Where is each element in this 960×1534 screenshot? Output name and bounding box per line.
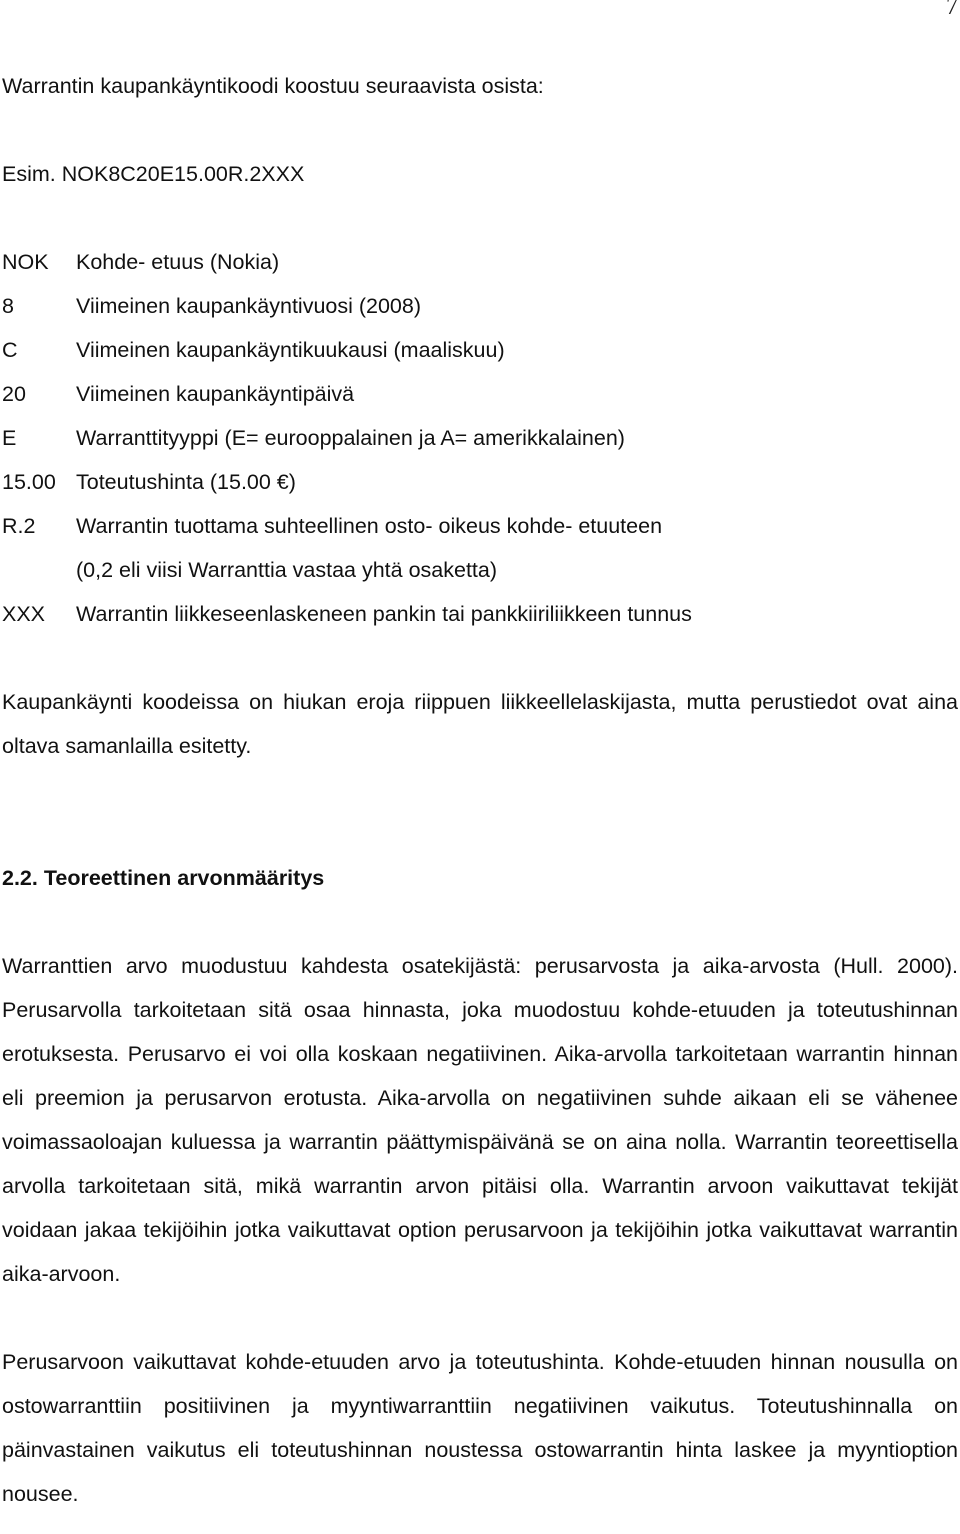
code-part-description: Viimeinen kaupankäyntipäivä xyxy=(76,382,355,406)
code-part-key: E xyxy=(2,426,17,450)
code-part-key: R.2 xyxy=(2,514,36,538)
code-part-key: NOK xyxy=(2,250,49,274)
code-part-description-block xyxy=(76,504,958,592)
code-part-key: XXX xyxy=(2,602,46,626)
code-part-row xyxy=(2,372,958,416)
code-part-description: Warrantin tuottama suhteellinen osto- oikeus kohde- etuuteen xyxy=(76,514,663,538)
code-parts-list xyxy=(2,240,958,636)
code-part-row xyxy=(2,416,958,460)
code-part-row xyxy=(2,328,958,372)
code-part-key: 8 xyxy=(2,294,14,318)
code-part-key: 15.00 xyxy=(2,470,56,494)
section-heading: 2.2. Teoreettinen arvonmääritys xyxy=(2,866,325,890)
paragraph-theoretical-value: Warranttien arvo muodustuu kahdesta osatekijästä: perusarvosta ja aika-arvosta (Hull. 2000). Perusarvolla tarkoitetaan sitä osaa hinnasta, joka muodostuu kohde-etuuden ja toteutushinnan erotuksesta. Perusarvo ei voi olla koskaan negatiivinen. Aika-arvolla tarkoitetaan warrantin hinnan eli preemion ja perusarvon erotusta. Aika-arvolla on negatiivinen suhde aikaan eli se vähenee voimassaoloajan kuluessa ja warrantin päättymispäivänä se on aina nolla. Warrantin teoreettisella arvolla tarkoitetaan sitä, mikä warrantin arvon pitäisi olla. Warrantin arvoon vaikuttavat tekijät voidaan jakaa tekijöihin jotka vaikuttavat option perusarvoon ja tekijöihin jotka vaikuttavat warrantin aika-arvoon. xyxy=(2,954,958,1286)
example-code: Esim. NOK8C20E15.00R.2XXX xyxy=(2,162,305,186)
code-part-description: Toteutushinta (15.00 €) xyxy=(76,470,296,494)
code-part-description-continued: (0,2 eli viisi Warranttia vastaa yhtä osaketta) xyxy=(76,558,498,582)
code-part-description: Viimeinen kaupankäyntivuosi (2008) xyxy=(76,294,422,318)
code-part-row xyxy=(2,504,958,592)
code-part-row xyxy=(2,240,958,284)
code-part-description: Kohde- etuus (Nokia) xyxy=(76,250,280,274)
code-part-key: C xyxy=(2,338,18,362)
code-part-row xyxy=(2,460,958,504)
code-part-description: Warranttityyppi (E= eurooppalainen ja A= amerikkalainen) xyxy=(76,426,625,450)
page-number: 7 xyxy=(946,0,958,20)
code-part-row xyxy=(2,592,958,636)
code-part-key: 20 xyxy=(2,382,26,406)
trading-code-note: Kaupankäynti koodeissa on hiukan eroja riippuen liikkeellelaskijasta, mutta perustiedot ovat aina oltava samanlailla esitetty. xyxy=(2,690,958,758)
intro-text: Warrantin kaupankäyntikoodi koostuu seuraavista osista: xyxy=(2,74,544,98)
paragraph-intrinsic-value: Perusarvoon vaikuttavat kohde-etuuden arvo ja toteutushinta. Kohde-etuuden hinnan nousulla on ostowarranttiin positiivinen ja myyntiwarranttiin negatiivinen vaikutus. Toteutushinnalla on päinvastainen vaikutus eli toteutushinnan noustessa ostowarrantin hinta laskee ja myyntioption nousee. xyxy=(2,1350,958,1506)
code-part-row xyxy=(2,284,958,328)
code-part-description: Viimeinen kaupankäyntikuukausi (maaliskuu) xyxy=(76,338,505,362)
code-part-description: Warrantin liikkeseenlaskeneen pankin tai pankkiiriliikkeen tunnus xyxy=(76,602,692,626)
document-body xyxy=(2,64,958,1516)
